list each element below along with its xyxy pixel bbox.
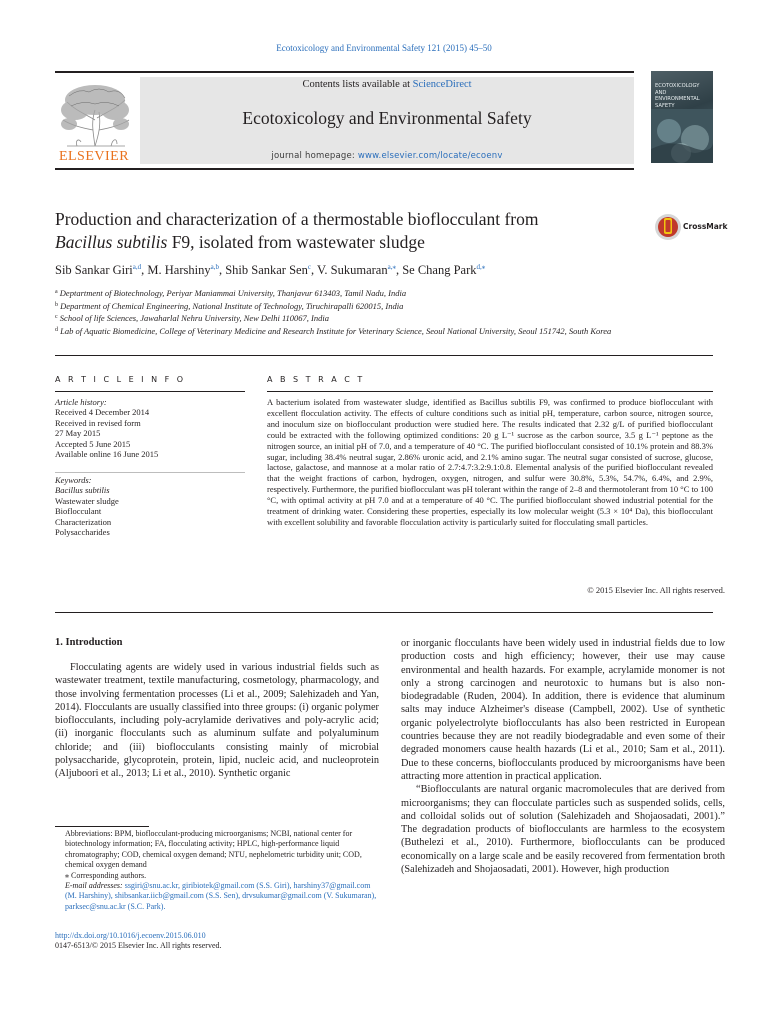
footnotes [55,829,379,912]
issn-line: 0147-6513/© 2015 Elsevier Inc. All rights reserved. [55,941,222,951]
affiliation-item [55,325,645,338]
contents-availability-line [140,79,634,90]
homepage-label: journal homepage: [271,151,358,161]
keywords-label: Keywords: [55,475,92,485]
author-name[interactable]: M. Harshiny [147,263,211,277]
homepage-link[interactable]: www.elsevier.com/locate/ecoenv [357,151,503,161]
author-name[interactable]: Se Chang Park [402,263,477,277]
author-separator: , [141,263,148,277]
title-line-2: F9, isolated from wastewater sludge [167,232,425,252]
affiliation-text: Lab of Aquatic Biomedicine, College of Veterinary Medicine and Research Institute for Veterinary Science, Seoul National University, Seoul 151742, South Korea [60,325,612,336]
author-affiliation-marks[interactable]: d,⁎ [476,263,486,271]
body-paragraph: or inorganic flocculants have been widely used in industrial fields due to low production costs and high efficiency; however, their use may cause environmental and health hazards. For example, acrylamide monomer is not only a strong carcinogen and neurotoxic to humans but is also non-biodegradable (Ruden, 2004). In addition, there is evidence that aluminum salts may induce Alzheimer's disease (Campbell, 2002). Use of synthetic organic polyelectrolyte bioflocculants has also been restricted in European countries because they are not readily biodegradable and even some of their degraded monomers cause health hazards (Li et al., 2010; Sam et al., 2011). Due to these concerns, bioflocculants produced by microorganisms have been attracting more attention in practical application. [401,638,725,782]
section-divider [55,612,713,613]
history-item: 27 May 2015 [55,428,101,439]
affiliation-text: Department of Chemical Engineering, National Institute of Technology, Tiruchirapalli 620015, India [60,300,404,311]
author-affiliation-marks[interactable]: c [307,263,311,271]
crossmark-label[interactable]: CrossMark [683,222,728,231]
keyword: Wastewater sludge [55,495,119,506]
author-separator: , [395,263,403,277]
abbreviations-footnote: Abbreviations: BPM, bioflocculant-producing microorganisms; NCBI, national center for biotechnology information; FA, flocculating activity; HPLC, high-performance liquid chromatography; COD, chemical oxygen demand; NTU, nephelometric turbidity unit; COD, chemical oxygen demand [65,829,362,870]
history-item: Available online 16 June 2015 [55,449,159,460]
author-affiliation-marks[interactable]: a,⁎ [387,263,396,271]
article-info-rule [55,391,245,392]
title-line-1: Production and characterization of a thermostable bioflocculant from [55,209,539,229]
keyword: Bacillus subtilis [55,485,110,496]
affiliation-mark: b [55,301,58,308]
history-item: Accepted 5 June 2015 [55,438,131,449]
keyword: Bioflocculant [55,506,102,517]
journal-citation[interactable]: Ecotoxicology and Environmental Safety 121 (2015) 45–50 [276,43,492,53]
affiliation-list [55,287,645,337]
author-separator: , [310,263,317,277]
abstract-rule [267,391,713,392]
cover-title: ECOTOXICOLOGY AND ENVIRONMENTAL SAFETY [655,83,700,109]
body-column-left [55,661,379,781]
author-name[interactable]: Shib Sankar Sen [225,263,308,277]
body-column-right [401,637,725,876]
introduction-heading: 1. Introduction [55,637,123,648]
author-list [55,263,735,278]
author-name[interactable]: V. Sukumaran [316,263,388,277]
body-paragraph: Flocculating agents are widely used in various industrial fields such as wastewater treatment, textile manufacturing, cosmetology, pharmacology, and those involving fermentation processes (Li et al., 2009; Salehizadeh and Yan, 2014). Flocculants are usually classified into three groups: (i) organic polymer bioflocculants, including poly-acrylamide derivatives and poly-acrylic acid; (ii) inorganic flocculants such as aluminum sulfate and polyaluminum chloride; and (iii) bioflocculants consisting mainly of microbial polysaccharide, glycoprotein, protein, lipid, nucleic acid, and nucleoprotein (Aljuboori et al., 2013; Li et al., 2010). Synthetic organic [55,662,379,780]
article-info-heading: A R T I C L E I N F O [55,375,186,384]
journal-homepage-line [140,151,634,161]
sciencedirect-link[interactable]: ScienceDirect [412,79,472,90]
affiliation-mark: d [55,326,58,333]
journal-title: Ecotoxicology and Environmental Safety [242,108,532,128]
keyword: Characterization [55,516,112,527]
doi-block [55,931,379,952]
affiliation-mark: a [55,289,58,295]
masthead-top-rule [55,71,634,73]
body-paragraph: “Bioflocculants are natural organic macromolecules that are derived from microorganisms; they can flocculate particles such as suspended solids, cells, and colloidal solids out of solution (Salehizadeh and Shojaosadati, 2001).” The degradation products of bioflocculants are harmless to the ecosystem (Buthelezi et al., 2010). Furthermore, bioflocculants can be produced economically on a large scale and be easily recovered from fermentation broth (Salehizadeh and Shojaosadati, 2001). However, high production [401,784,725,876]
section-divider [55,355,713,356]
history-item: Received 4 December 2014 [55,407,150,418]
history-item: Received in revised form [55,417,141,428]
author-affiliation-marks[interactable]: a,b [210,263,219,271]
journal-cover-thumbnail[interactable] [651,71,713,163]
history-label: Article history: [55,397,107,407]
article-history [55,397,245,459]
contents-prefix: Contents lists available at [302,79,413,90]
keywords-block [55,475,245,537]
article-title [55,208,645,254]
author-separator: , [218,263,226,277]
keywords-divider [55,472,245,473]
doi-link[interactable]: http://dx.doi.org/10.1016/j.ecoenv.2015.06.010 [55,931,206,940]
author-name[interactable]: Sib Sankar Giri [55,263,133,277]
footnote-rule [55,826,149,827]
masthead-bottom-rule [55,168,634,170]
email-label: E-mail addresses: [65,881,125,891]
author-affiliation-marks[interactable]: a,d [132,263,142,271]
affiliation-item [55,312,645,325]
abstract-copyright: © 2015 Elsevier Inc. All rights reserved. [587,585,725,595]
affiliation-mark: c [55,314,58,320]
abstract-text: A bacterium isolated from wastewater sludge, identified as Bacillus subtilis F9, was confirmed to produce bioflocculant with excellent flocculation activity. The effects of culture conditions such as initial pH, temperature, carbon source, nitrogen source, and inoculum size on bioflocculant production were studied here. The results indicated that 2.32 g/L of purified bioflocculant could be extracted with the following optimized conditions: 20 g L⁻¹ sucrose as the carbon source, 3.5 g L⁻¹ peptone as the nitrogen source, an initial pH of 7.0, and a temperature of 40 °C. The purified bioflocculant consisted of 10.1% protein and 88.3% sugar, including 38.4% neutral sugar, 2.86% uronic acid, and 2.1% amino sugar. The neutral sugar consisted of sucrose, glucose, lactose, galactose, and mannose at a molar ratio of 2.7:4.7:3.2:9.1:0.8. Elemental analysis of the purified bioflocculant revealed that the weight fractions of carbon, hydrogen, oxygen, nitrogen, and sulfur were 30.8%, 5.3%, 54.7%, 6.4%, and 2.9%, respectively. Furthermore, the purified bioflocculant was pH tolerant within the range of 2–8 and thermotolerant from 10 °C to 100 °C, with optimal activity at pH 7.0 and at a temperature of 40 °C. The purified bioflocculant showed industrial potential for the treatment of drinking water. Considering these properties, especially its low molecular weight (5.3 × 10⁴ Da), this bioflocculant with excellent solubility and favorable flocculation activity is particularly suited for flocculating small particles. [267,397,713,527]
affiliation-item [55,300,645,313]
corresponding-author-note: ⁎ Corresponding authors. [65,870,147,880]
cover-artwork [651,109,713,163]
elsevier-wordmark: ELSEVIER [58,149,130,164]
keyword: Polysaccharides [55,527,110,538]
affiliation-item [55,287,645,300]
affiliation-text: Deptartment of Biotechnology, Periyar Maniammai University, Thanjavur 613403, Tamil Nadu, India [59,288,407,298]
abstract-heading: A B S T R A C T [267,375,365,384]
title-species: Bacillus subtilis [55,232,168,252]
email-addresses[interactable]: ssgiri@snu.ac.kr, giribiotek@gmail.com (S.S. Giri), harshiny37@gmail.com (M. Harshiny), shibsankar.iicb@gmail.com (S.S. Sen), drvsukumar@gmail.com (V. Sukumaran), parksec@snu.ac.kr (S.C. Park). [65,881,377,911]
affiliation-text: School of life Sciences, Jawaharlal Nehru University, New Delhi 110067, India [59,313,330,323]
